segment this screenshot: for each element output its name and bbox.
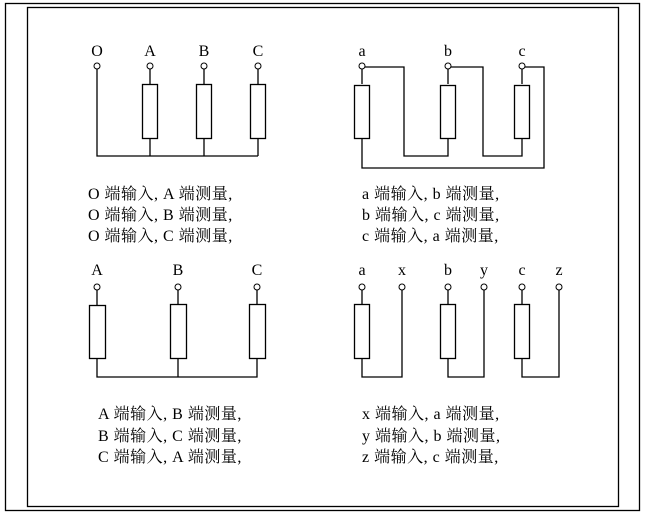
instruction-line: a 端输入, b 端测量, [362, 186, 500, 203]
terminal-label-b: b [444, 262, 452, 279]
winding-c [250, 305, 266, 359]
terminal-a [147, 63, 153, 69]
terminal-c [519, 63, 525, 69]
terminal-label-c: c [518, 262, 526, 279]
terminal-a [359, 63, 365, 69]
instruction-line: O 端输入, A 端测量, [88, 186, 233, 203]
instruction-line: y 端输入, b 端测量, [362, 428, 501, 445]
terminal-label-b: B [198, 43, 210, 60]
terminal-label-b: B [172, 262, 184, 279]
terminal-label-c: c [518, 43, 526, 60]
terminal-y [481, 284, 487, 290]
terminal-a [359, 284, 365, 290]
winding-b [197, 85, 212, 139]
winding-by [441, 305, 456, 359]
terminal-b [175, 284, 181, 290]
winding-cz [515, 305, 530, 359]
terminal-label-b: b [444, 43, 452, 60]
terminal-c [254, 284, 260, 290]
instruction-line: B 端输入, C 端测量, [98, 428, 242, 445]
winding-a [90, 306, 106, 359]
winding-c [251, 85, 266, 139]
instruction-line: O 端输入, C 端测量, [88, 228, 233, 245]
terminal-c [255, 63, 261, 69]
terminal-a [94, 284, 100, 290]
terminal-b [445, 284, 451, 290]
terminal-c [519, 284, 525, 290]
wires [97, 66, 258, 156]
star-diagram [90, 262, 266, 466]
terminal-label-y: y [480, 262, 488, 279]
separate-windings-diagram [355, 262, 563, 466]
terminal-label-c: C [251, 262, 263, 279]
instruction-line: O 端输入, B 端测量, [88, 207, 233, 224]
winding-ax [355, 305, 370, 359]
terminal-label-x: x [398, 262, 406, 279]
instruction-line: C 端输入, A 端测量, [98, 449, 242, 466]
terminal-label-z: z [555, 262, 563, 279]
winding-a [355, 86, 370, 139]
winding-a [143, 85, 158, 139]
winding-b [441, 86, 456, 139]
delta-diagram [355, 43, 545, 245]
winding-c [515, 86, 530, 139]
instruction-line: A 端输入, B 端测量, [98, 406, 242, 423]
instruction-line: x 端输入, a 端测量, [362, 406, 500, 423]
instruction-line: b 端输入, c 端测量, [362, 207, 500, 224]
terminal-label-a: A [91, 262, 103, 279]
star-neutral-diagram [88, 43, 266, 245]
terminal-b [201, 63, 207, 69]
terminal-o [94, 63, 100, 69]
terminal-label-o: O [91, 43, 103, 60]
terminal-label-a: a [358, 43, 366, 60]
instruction-line: c 端输入, a 端测量, [362, 228, 499, 245]
terminal-label-a: a [358, 262, 366, 279]
terminal-x [399, 284, 405, 290]
instruction-line: z 端输入, c 端测量, [362, 449, 499, 466]
terminal-label-c: C [252, 43, 264, 60]
terminal-b [445, 63, 451, 69]
winding-b [171, 305, 187, 359]
terminal-label-a: A [144, 43, 156, 60]
terminal-z [556, 284, 562, 290]
